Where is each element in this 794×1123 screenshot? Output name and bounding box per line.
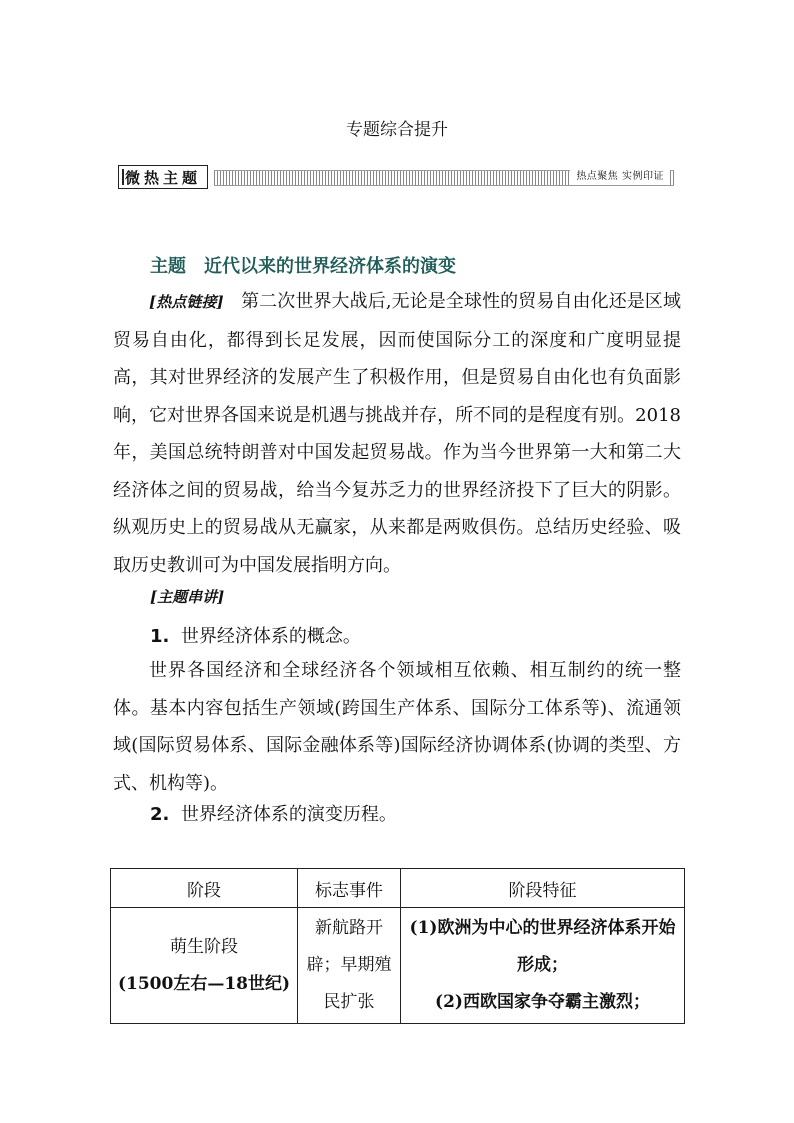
stages-table: [110, 868, 685, 1024]
section1-body: 世界各国经济和全球经济各个领域相互依赖、相互制约的统一整体。基本内容包括生产领域(跨国生产体系、国际分工体系等)、流通领域(国际贸易体系、国际金融体系等)国际经济协调体系(协调的类型、方式、机构等)。: [113, 660, 681, 794]
topic-prefix: 主题: [150, 256, 186, 277]
feature-item: (2)西欧国家争夺霸主激烈；: [435, 992, 650, 1012]
section2-number: 2.: [150, 804, 170, 825]
stage-period: (1500左右—18世纪): [117, 973, 291, 994]
table-row: [111, 908, 685, 1024]
banner-label: 微热主题: [118, 165, 208, 189]
section2-title: 世界经济体系的演变历程。: [180, 804, 397, 825]
stage-cell: [111, 908, 298, 1024]
table-header-cell: 标志事件: [298, 869, 401, 908]
section1-number: 1.: [150, 626, 170, 647]
section1-title: 世界经济体系的概念。: [180, 626, 361, 647]
section2-heading: [150, 800, 397, 826]
hot-link-tag: [热点链接]: [149, 293, 224, 311]
feature-item: (1)欧洲为中心的世界经济体系开始形成；: [409, 918, 676, 975]
hot-link-paragraph: [113, 283, 681, 584]
section1-heading: [150, 622, 361, 648]
stage-name: 萌生阶段: [170, 936, 238, 957]
topic-lecture-tag: [150, 586, 224, 607]
hot-link-text: 第二次世界大战后,无论是全球性的贸易自由化还是区域贸易自由化，都得到长足发展，因而使国际分工的深度和广度明显提高，其对世界经济的发展产生了积极作用，但是贸易自由化也有负面影响，它对世界各国来说是机遇与挑战并存，所不同的是程度有别。2018年，美国总统特朗普对中国发起贸易战。作为当今世界第一大和第二大经济体之间的贸易战，给当今复苏乏力的世界经济投下了巨大的阴影。纵观历史上的贸易战从无赢家，从来都是两败俱伤。总结历史经验、吸取历史教训可为中国发展指明方向。: [113, 291, 681, 576]
event-cell: 新航路开辟；早期殖民扩张: [298, 908, 401, 1024]
table-header-cell: 阶段特征: [401, 869, 685, 908]
page-title: 专题综合提升: [346, 120, 448, 140]
section-banner: [118, 165, 674, 189]
topic-heading: [150, 252, 456, 278]
features-cell: [401, 908, 685, 1024]
table-header-cell: 阶段: [111, 869, 298, 908]
banner-subtitle: 热点聚焦 实例印证: [570, 169, 670, 185]
topic-lecture-label: [主题串讲]: [150, 588, 225, 606]
table-header-row: [111, 869, 685, 908]
topic-title: 近代以来的世界经济体系的演变: [204, 256, 456, 277]
